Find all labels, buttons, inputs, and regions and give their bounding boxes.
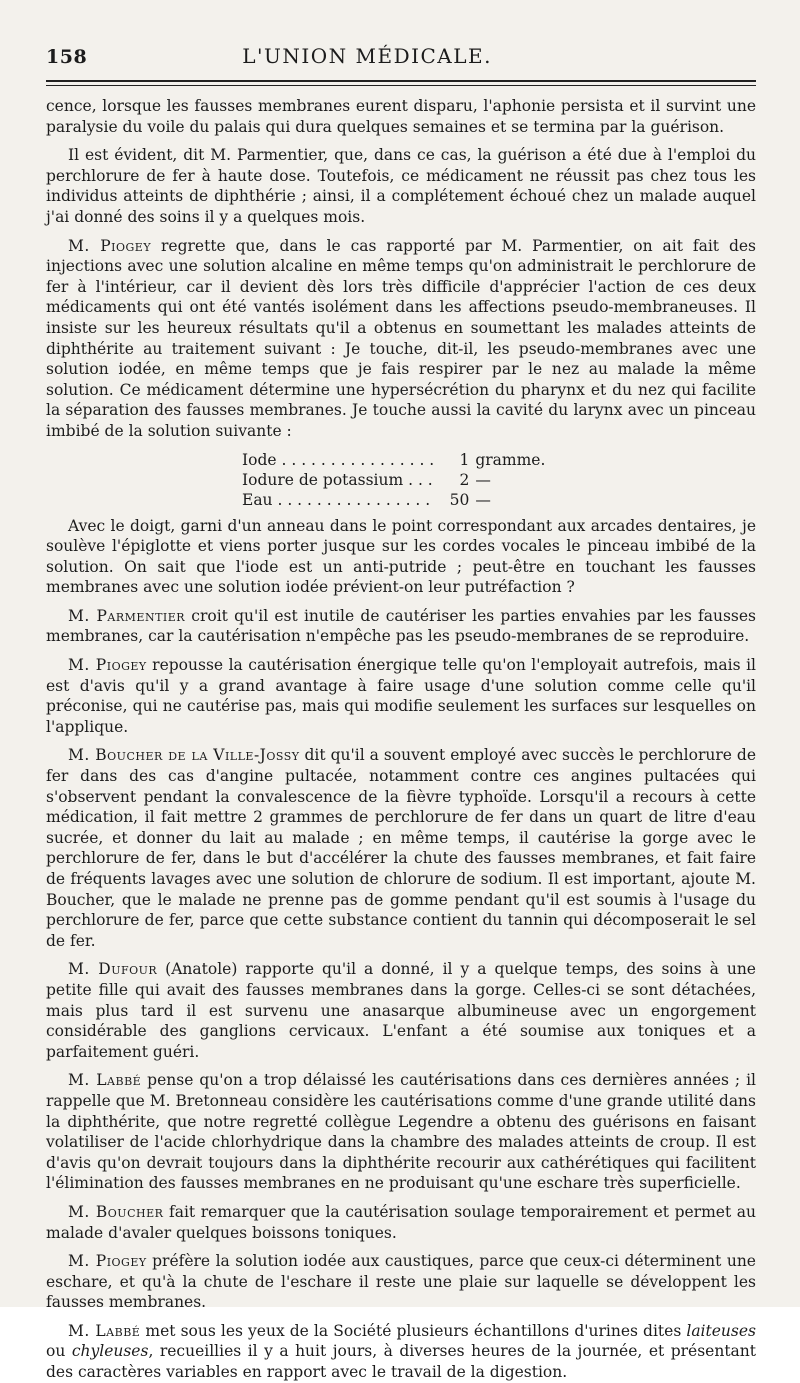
paragraph-text: croit qu'il est inutile de cautériser les parties envahies par les fausses membranes, car la cautérisation n'empêche pas les pseudo-membranes de se reproduire.	[46, 606, 756, 646]
body-text	[46, 96, 756, 1383]
paragraph	[46, 959, 756, 1062]
ingredient-quantity: 50	[449, 490, 470, 509]
speaker-name: M. Parmentier	[68, 606, 186, 625]
running-title: L'UNION MÉDICALE.	[242, 44, 492, 68]
formula-row	[242, 490, 562, 510]
paragraph	[46, 655, 756, 737]
formula-row	[242, 470, 562, 490]
header-rule-thin	[46, 85, 756, 86]
paragraph	[46, 1202, 756, 1243]
paragraph-text: fait remarquer que la cautérisation soulage temporairement et permet au malade d'avaler quelques boissons toniques.	[46, 1202, 756, 1242]
paragraph-text: , recueillies il y a huit jours, à diverses heures de la journée, et présentant des caractères variables en rapport avec le travail de la digestion.	[46, 1342, 756, 1382]
italic-term: chyleuses	[71, 1342, 149, 1361]
paragraph	[46, 1321, 756, 1383]
ingredient-name: Eau . . .	[242, 490, 435, 510]
page-header	[46, 44, 756, 72]
italic-term: laiteuses	[686, 1321, 756, 1340]
paragraph-text: dit qu'il a souvent employé avec succès le perchlorure de fer dans des cas d'angine pultacée, notamment contre ces angines pultacées qui s'observent pendant la convalescence de la fièvre typhoïde. Lorsqu'il a recours à cette médication, il fait mettre 2 grammes de perchlorure de fer dans un quart de litre d'eau sucrée, et donner du lait au malade ; en même temps, il cautérise la gorge avec le perchlorure de fer, dans le but d'accélérer la chute des fausses membranes, et fait faire de fréquents lavages avec une solution de chlorure de sodium. Il est important, ajoute M. Boucher, que le malade ne prenne pas de gomme pendant qu'il est soumis à l'usage du perchlorure de fer, parce que cette substance contient du tannin qui décomposerait le sel de fer.	[46, 746, 756, 950]
ingredient-unit: —	[475, 490, 491, 509]
speaker-name: M. Piogey	[68, 236, 152, 255]
speaker-name: M. Dufour	[68, 960, 158, 979]
page-number: 158	[46, 46, 88, 68]
paragraph-text: regrette que, dans le cas rapporté par M. Parmentier, on ait fait des injections avec une solution alcaline en même temps qu'on administrait le perchlorure de fer à l'intérieur, car il devient dès lors très difficile d'apprécier l'action de ces deux médicaments qui ont été vantés isolément dans les affections pseudo-membraneuses. Il insiste sur les heureux résultats qu'il a obtenus en soumettant les malades atteints de diphthérite au traitement suivant : Je touche, dit-il, les pseudo-membranes avec une solution iodée, en même temps que je fais respirer par le nez au malade la même solution. Ce médicament détermine une hypersécrétion du pharynx et du nez qui facilite la séparation des fausses membranes. Je touche aussi la cavité du larynx avec un pinceau imbibé de la solution suivante :	[46, 236, 756, 440]
speaker-name: M. Boucher	[68, 1202, 164, 1221]
paragraph-text: ou	[46, 1342, 72, 1361]
speaker-name: M. Labbé	[68, 1321, 141, 1340]
ingredient-unit: —	[475, 470, 491, 489]
paragraph	[46, 745, 756, 951]
speaker-name: M. Piogey	[68, 1252, 147, 1271]
paragraph-text: préfère la solution iodée aux caustiques, parce que ceux-ci déterminent une eschare, et qu'à la chute de l'eschare il reste une plaie sur laquelle se développent les fausses membranes.	[46, 1252, 756, 1312]
paragraph	[46, 236, 756, 442]
paragraph: Avec le doigt, garni d'un anneau dans le point correspondant aux arcades dentaires, je soulève l'épiglotte et viens porter jusque sur les cordes vocales le pinceau imbibé de la solution. On sait que l'iode est un anti-putride ; peut-être en touchant les fausses membranes avec une solution iodée prévient-on leur putréfaction ?	[46, 516, 756, 597]
speaker-name: M. Piogey	[68, 656, 147, 675]
ingredient-unit: gramme.	[475, 450, 546, 469]
paragraph-text: repousse la cautérisation énergique telle qu'on l'employait autrefois, mais il est d'avis qu'il y a grand avantage à faire usage d'une solution comme celle qu'il préconise, qui ne cautérise pas, mais qui modifie seulement les surfaces sur lesquelles on l'applique.	[46, 656, 756, 736]
paragraph	[46, 1070, 756, 1194]
ingredient-name: Iode . . .	[242, 450, 435, 470]
formula-table	[242, 450, 562, 510]
paragraph: Il est évident, dit M. Parmentier, que, dans ce cas, la guérison a été due à l'emploi du perchlorure de fer à haute dose. Toutefois, ce médicament ne réussit pas chez tous les individus atteints de diphthérie ; ainsi, il a complétement échoué chez un malade auquel j'ai donné des soins il y a quelques mois.	[46, 146, 756, 226]
speaker-name: M. Labbé	[68, 1071, 142, 1090]
paragraph-text: (Anatole) rapporte qu'il a donné, il y a quelque temps, des soins à une petite fille qui avait des fausses membranes dans la gorge. Celles-ci se sont détachées, mais plus tard il est survenu une anasarque albumineuse avec un engorgement considérable des ganglions cervicaux. L'enfant a été soumise aux toniques et a parfaitement guéri.	[46, 960, 756, 1061]
ingredient-quantity: 1	[459, 450, 470, 469]
paragraph-text: met sous les yeux de la Société plusieurs échantillons d'urines dites	[140, 1321, 687, 1340]
paragraph	[46, 1251, 756, 1313]
paragraph-text: pense qu'on a trop délaissé les cautérisations dans ces dernières années ; il rappelle que M. Bretonneau considère les cautérisations comme d'une grande utilité dans la diphthérite, que notre regretté collègue Legendre a obtenu des guérisons en faisant volatiliser de l'acide chlorhydrique dans la chambre des malades atteints de croup. Il est d'avis qu'on devrait toujours dans la diphthérite recourir aux cathérétiques qui facilitent l'élimination des fausses membranes en ne produisant qu'une eschare très superficielle.	[46, 1071, 756, 1193]
ingredient-name: Iodure de potassium . . .	[242, 470, 435, 490]
paragraph	[46, 606, 756, 647]
paragraph: cence, lorsque les fausses membranes eurent disparu, l'aphonie persista et il survint une paralysie du voile du palais qui dura quelques semaines et se termina par la guérison.	[46, 97, 756, 136]
speaker-name: M. Boucher de la Ville-Jossy	[68, 746, 300, 765]
ingredient-quantity: 2	[459, 470, 470, 489]
formula-row	[242, 450, 562, 470]
header-rule	[46, 80, 756, 82]
